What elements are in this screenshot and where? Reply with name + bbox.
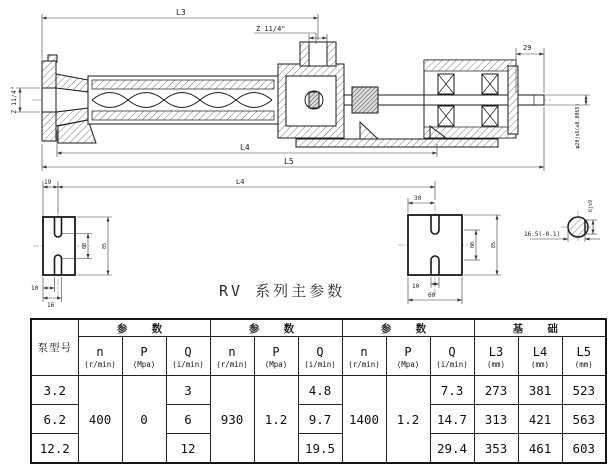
cell-l5: 563 bbox=[562, 405, 606, 434]
foundation-block-left bbox=[31, 207, 112, 309]
cell-model: 3.2 bbox=[31, 376, 78, 405]
cell-l4: 381 bbox=[518, 376, 562, 405]
table-column-header-row bbox=[31, 337, 606, 376]
cell-q1: 6 bbox=[166, 405, 210, 434]
col-header-l5: L5 (mm) bbox=[562, 337, 606, 376]
dim-30-label: 30 bbox=[414, 195, 422, 202]
dim-outer-height-label: 85 bbox=[102, 242, 108, 250]
cell-q3: 29.4 bbox=[430, 434, 474, 464]
dim-outer-height-label: 85 bbox=[491, 241, 497, 249]
dim-discharge-thread-label: Z 11/4" bbox=[256, 25, 286, 33]
drawing-title: RV 系列主参数 bbox=[219, 282, 346, 300]
table-group-header-row bbox=[31, 319, 606, 337]
cell-l3: 353 bbox=[474, 434, 518, 464]
dim-16-label: 16 bbox=[47, 302, 55, 309]
group-header-parameters-1: 参 数 bbox=[78, 319, 210, 337]
cell-model: 12.2 bbox=[31, 434, 78, 464]
model-column-header: 泵型号 bbox=[31, 319, 78, 376]
dim-10-label: 10 bbox=[31, 285, 39, 292]
pump-section-view bbox=[32, 42, 552, 147]
col-header-l3: L3 (mm) bbox=[474, 337, 518, 376]
dim-inner-height-label: 60 bbox=[82, 242, 88, 250]
cell-n-group3: 1400 bbox=[342, 376, 386, 464]
dim-key-height-label: 6js9 bbox=[588, 199, 594, 212]
dim-60-label: 60 bbox=[428, 292, 436, 299]
dim-l4-label: L4 bbox=[240, 143, 250, 152]
foundation-l4-dimension bbox=[43, 178, 435, 219]
cell-p-group1: 0 bbox=[122, 376, 166, 464]
col-header-q2: Q (i/min) bbox=[298, 337, 342, 376]
cell-p-group3: 1.2 bbox=[386, 376, 430, 464]
table-row bbox=[31, 376, 606, 405]
col-header-p2: P (Mpa) bbox=[254, 337, 298, 376]
cell-q3: 14.7 bbox=[430, 405, 474, 434]
dim-across-flat-label: 16.5(-0.1) bbox=[524, 231, 561, 238]
coupling-rod bbox=[344, 87, 424, 113]
discharge-housing bbox=[278, 42, 344, 138]
cell-q2: 9.7 bbox=[298, 405, 342, 434]
cell-l5: 603 bbox=[562, 434, 606, 464]
col-header-p1: P (Mpa) bbox=[122, 337, 166, 376]
col-header-l4: L4 (mm) bbox=[518, 337, 562, 376]
dim-shaft-length-label: 29 bbox=[523, 44, 532, 52]
col-header-q1: Q (i/min) bbox=[166, 337, 210, 376]
pump-body bbox=[88, 76, 278, 124]
cell-p-group2: 1.2 bbox=[254, 376, 298, 464]
shaft-key-section-detail bbox=[524, 200, 600, 243]
cell-n-group2: 930 bbox=[210, 376, 254, 464]
dim-l3-label: L3 bbox=[176, 8, 186, 17]
col-header-p3: P (Mpa) bbox=[386, 337, 430, 376]
dim-10-label: 10 bbox=[412, 283, 420, 290]
parameters-table bbox=[30, 318, 607, 464]
cell-model: 6.2 bbox=[31, 405, 78, 434]
cell-q3: 7.3 bbox=[430, 376, 474, 405]
cell-l3: 313 bbox=[474, 405, 518, 434]
col-header-n3: n (r/min) bbox=[342, 337, 386, 376]
col-header-n2: n (r/min) bbox=[210, 337, 254, 376]
cell-q1: 3 bbox=[166, 376, 210, 405]
group-header-foundation: 基 础 bbox=[474, 319, 606, 337]
end-cover bbox=[508, 66, 518, 134]
dim-suction-thread-label: Z 11/4" bbox=[10, 86, 18, 114]
foundation-block-right bbox=[398, 195, 501, 304]
coupling-sleeve bbox=[352, 87, 378, 113]
cell-q2: 19.5 bbox=[298, 434, 342, 464]
dim-inner-height-label: 60 bbox=[470, 241, 476, 249]
cell-q1: 12 bbox=[166, 434, 210, 464]
cell-l3: 273 bbox=[474, 376, 518, 405]
dim-l5-label: L5 bbox=[284, 157, 294, 166]
dim-19-label: 19 bbox=[44, 179, 52, 186]
bearing-housing bbox=[424, 60, 544, 138]
cell-l5: 523 bbox=[562, 376, 606, 405]
dim-l4-foundation-label: L4 bbox=[236, 178, 245, 186]
dim-shaft-diameter-label: φ20js6(±0.0065) bbox=[575, 103, 581, 149]
col-header-q3: Q (i/min) bbox=[430, 337, 474, 376]
shaft-extension bbox=[518, 95, 544, 105]
cell-n-group1: 400 bbox=[78, 376, 122, 464]
group-header-parameters-2: 参 数 bbox=[210, 319, 342, 337]
col-header-n1: n (r/min) bbox=[78, 337, 122, 376]
cell-q2: 4.8 bbox=[298, 376, 342, 405]
cell-l4: 461 bbox=[518, 434, 562, 464]
group-header-parameters-3: 参 数 bbox=[342, 319, 474, 337]
cell-l4: 421 bbox=[518, 405, 562, 434]
